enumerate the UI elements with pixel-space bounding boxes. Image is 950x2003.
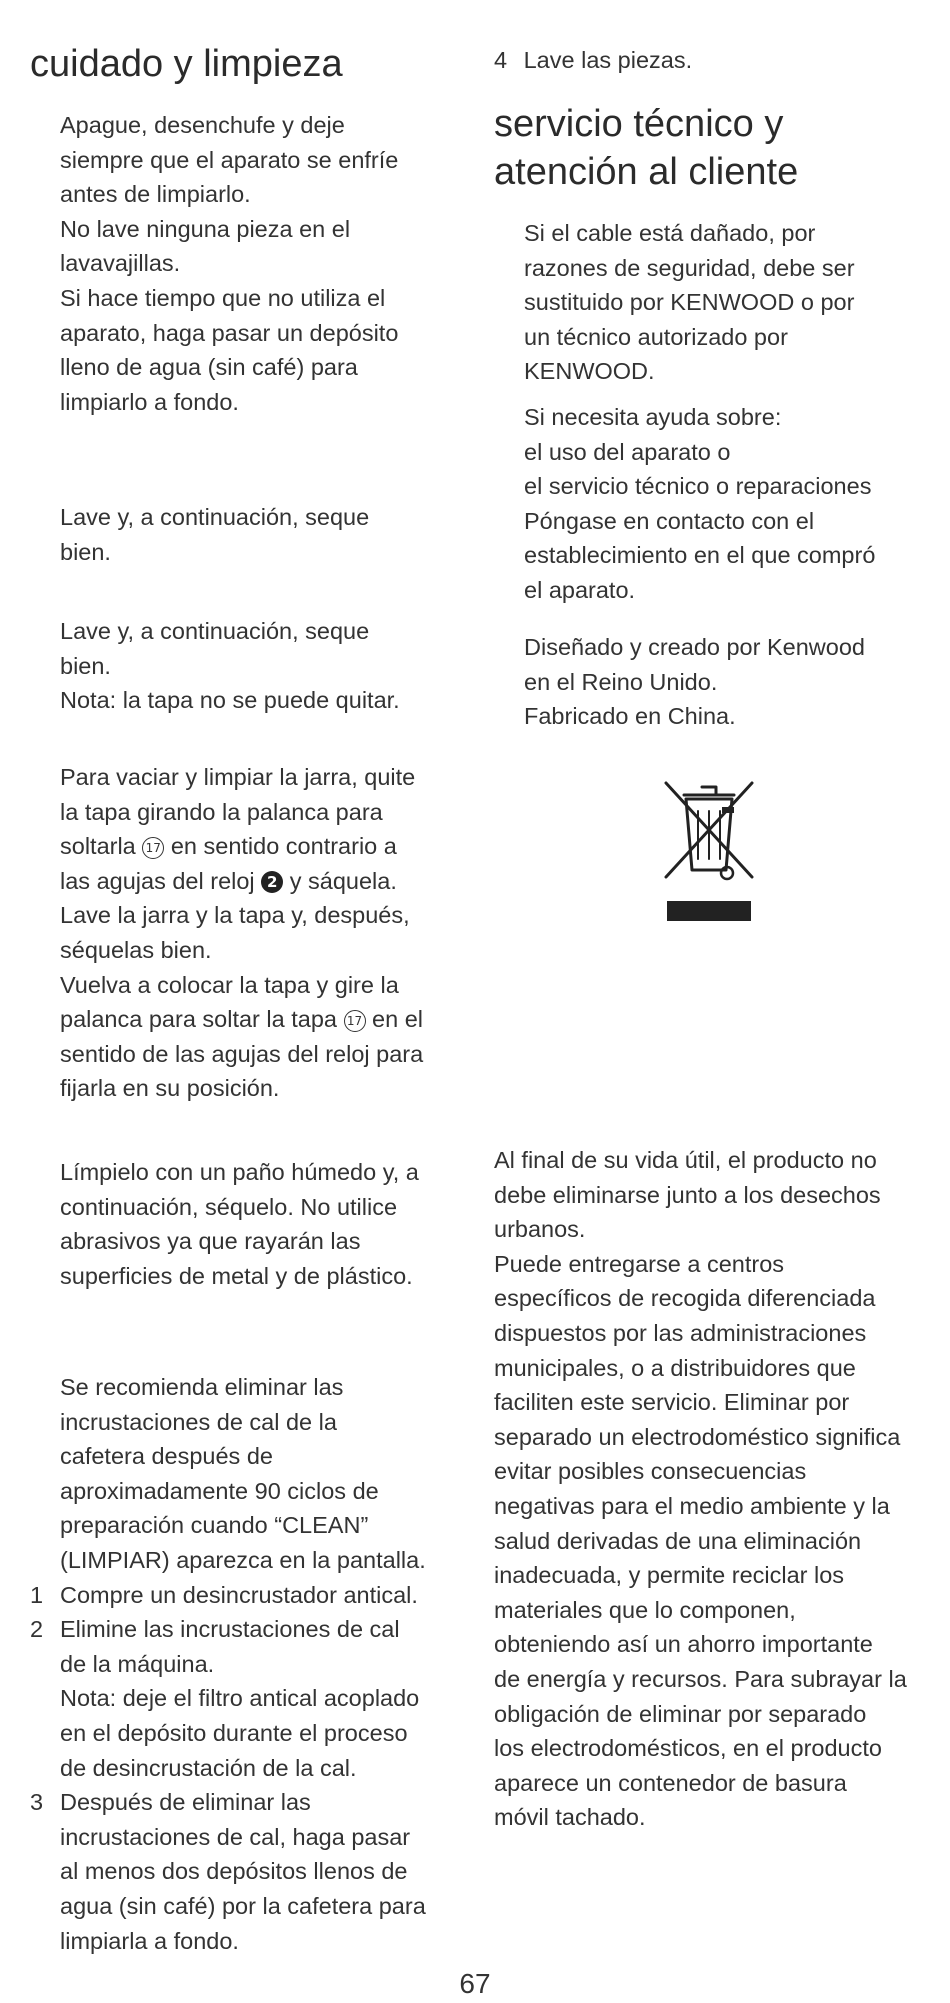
text-line: Elimine las incrustaciones de cal	[60, 1616, 400, 1643]
text-line: incrustaciones de cal de la	[60, 1408, 337, 1435]
text-line: los electrodomésticos, en el producto	[494, 1735, 882, 1762]
heading-line: servicio técnico y	[494, 103, 784, 145]
step-number: 4	[494, 47, 508, 73]
descale-paragraph	[30, 1370, 426, 1958]
text-line: razones de seguridad, debe ser	[524, 254, 855, 281]
heading-line: atención al cliente	[494, 151, 799, 193]
cable-paragraph	[524, 216, 855, 389]
text-line: séquelas bien.	[60, 936, 212, 963]
text-line	[60, 1002, 423, 1037]
text-fragment: en sentido contrario a	[170, 833, 397, 860]
text-fragment: las agujas del reloj	[60, 867, 255, 894]
text-line: Se recomienda eliminar las	[60, 1374, 344, 1400]
service-heading	[494, 100, 798, 196]
text-line: sustituido por KENWOOD o por	[524, 289, 855, 316]
text-line: bien.	[60, 652, 111, 679]
step-number: 1	[30, 1581, 44, 1608]
text-line: urbanos.	[494, 1216, 586, 1243]
disposal-paragraph	[494, 1143, 934, 1835]
text-line: lleno de agua (sin café) para	[60, 354, 358, 381]
text-line: incrustaciones de cal, haga pasar	[60, 1823, 411, 1850]
text-line: Diseñado y creado por Kenwood	[524, 634, 865, 660]
text-line: Al final de su vida útil, el producto no	[494, 1147, 877, 1173]
jug-paragraph	[60, 760, 423, 1106]
text-line: obligación de eliminar por separado	[494, 1700, 867, 1727]
step-number: 3	[30, 1789, 44, 1816]
wash-paragraph-1	[60, 500, 369, 569]
help-paragraph	[524, 400, 875, 608]
text-line	[60, 864, 423, 899]
text-line: específicos de recogida diferenciada	[494, 1285, 876, 1312]
text-line: aproximadamente 90 ciclos de	[60, 1477, 379, 1504]
wash-paragraph-2	[60, 614, 400, 718]
text-line: Límpielo con un paño húmedo y, a	[60, 1159, 419, 1185]
text-line: limpiarla a fondo.	[60, 1927, 239, 1954]
text-line: aparece un contenedor de basura	[494, 1769, 847, 1796]
text-line: de energía y recursos. Para subrayar la	[494, 1665, 907, 1692]
care-cleaning-heading: cuidado y limpieza	[30, 43, 343, 85]
text-line: el servicio técnico o reparaciones	[524, 473, 872, 500]
text-line: Lave y, a continuación, seque	[60, 504, 370, 530]
text-line: de la máquina.	[60, 1650, 215, 1677]
text-line: Póngase en contacto con el	[524, 507, 815, 534]
text-fragment: y sáquela.	[289, 867, 397, 894]
text-line: abrasivos ya que rayarán las	[60, 1228, 361, 1255]
text-line: Nota: deje el filtro antical acoplado	[60, 1685, 420, 1712]
descale-step-2	[30, 1612, 426, 1785]
text-line: fijarla en su posición.	[60, 1075, 280, 1102]
descale-step-1	[30, 1578, 426, 1613]
text-line: Fabricado en China.	[524, 703, 736, 730]
text-line: bien.	[60, 538, 111, 565]
text-line	[60, 829, 423, 864]
text-line: agua (sin café) por la cafetera para	[60, 1892, 426, 1919]
text-line: materiales que lo componen,	[494, 1596, 796, 1623]
text-line: Para vaciar y limpiar la jarra, quite	[60, 764, 416, 790]
wash-step-4	[494, 43, 934, 78]
text-line: aparato, haga pasar un depósito	[60, 319, 399, 346]
text-line: móvil tachado.	[494, 1804, 646, 1831]
text-line: superficies de metal y de plástico.	[60, 1262, 413, 1289]
figure-2-ref-icon: 2	[261, 871, 283, 893]
text-line: KENWOOD.	[524, 358, 655, 385]
text-line: (LIMPIAR) aparezca en la pantalla.	[60, 1546, 426, 1573]
text-line: dispuestos por las administraciones	[494, 1319, 867, 1346]
page-number: 67	[459, 1968, 491, 1999]
part-17-ref-icon: 17	[142, 837, 164, 859]
text-line: lavavajillas.	[60, 250, 181, 277]
text-line: en el depósito durante el proceso	[60, 1719, 408, 1746]
text-line: cafetera después de	[60, 1443, 273, 1470]
text-line: salud derivadas de una eliminación	[494, 1527, 862, 1554]
text-line: Después de eliminar las	[60, 1789, 311, 1816]
crossed-out-wheelie-bin-icon	[654, 775, 764, 925]
text-line: limpiarlo a fondo.	[60, 388, 239, 415]
text-line: la tapa girando la palanca para	[60, 798, 383, 825]
text-fragment: en el	[372, 1006, 423, 1033]
text-line: Puede entregarse a centros	[494, 1250, 785, 1277]
text-line: un técnico autorizado por	[524, 323, 788, 350]
text-line: Lave la jarra y la tapa y, después,	[60, 902, 410, 929]
text-line: negativas para el medio ambiente y la	[494, 1492, 890, 1519]
text-line: Si necesita ayuda sobre:	[524, 404, 782, 430]
text-line: obteniendo así un ahorro importante	[494, 1631, 873, 1658]
text-line: Vuelva a colocar la tapa y gire la	[60, 971, 399, 998]
text-line: en el Reino Unido.	[524, 668, 718, 695]
text-line: Lave y, a continuación, seque	[60, 618, 370, 644]
text-line: Si hace tiempo que no utiliza el	[60, 284, 386, 311]
text-line: preparación cuando “CLEAN”	[60, 1512, 369, 1539]
step-text: Lave las piezas.	[523, 47, 693, 73]
text-line: Apague, desenchufe y deje	[60, 112, 345, 138]
text-line: continuación, séquelo. No utilice	[60, 1193, 398, 1220]
text-line: Nota: la tapa no se puede quitar.	[60, 687, 400, 714]
text-fragment: soltarla	[60, 833, 136, 860]
text-fragment: palanca para soltar la tapa	[60, 1006, 337, 1033]
text-line: al menos dos depósitos llenos de	[60, 1858, 408, 1885]
text-line: de desincrustación de la cal.	[60, 1754, 357, 1781]
text-line: establecimiento en el que compró	[524, 542, 876, 569]
text-line: evitar posibles consecuencias	[494, 1458, 807, 1485]
text-line: Compre un desincrustador antical.	[60, 1581, 418, 1608]
design-paragraph	[524, 630, 865, 734]
text-line: faciliten este servicio. Eliminar por	[494, 1389, 850, 1416]
text-line: debe eliminarse junto a los desechos	[494, 1181, 881, 1208]
text-line: municipales, o a distribuidores que	[494, 1354, 856, 1381]
descale-step-3	[30, 1785, 426, 1958]
part-17-ref-icon: 17	[344, 1010, 366, 1032]
intro-paragraph	[60, 108, 398, 419]
text-line: separado un electrodoméstico significa	[494, 1423, 901, 1450]
text-line: No lave ninguna pieza en el	[60, 215, 351, 242]
cloth-paragraph	[60, 1155, 419, 1293]
text-line: sentido de las agujas del reloj para	[60, 1040, 424, 1067]
text-line: Si el cable está dañado, por	[524, 220, 816, 246]
text-line: antes de limpiarlo.	[60, 181, 251, 208]
text-line: el aparato.	[524, 576, 636, 603]
step-number: 2	[30, 1616, 44, 1643]
text-line: el uso del aparato o	[524, 438, 731, 465]
text-line: inadecuada, y permite reciclar los	[494, 1562, 845, 1589]
text-line: siempre que el aparato se enfríe	[60, 146, 399, 173]
